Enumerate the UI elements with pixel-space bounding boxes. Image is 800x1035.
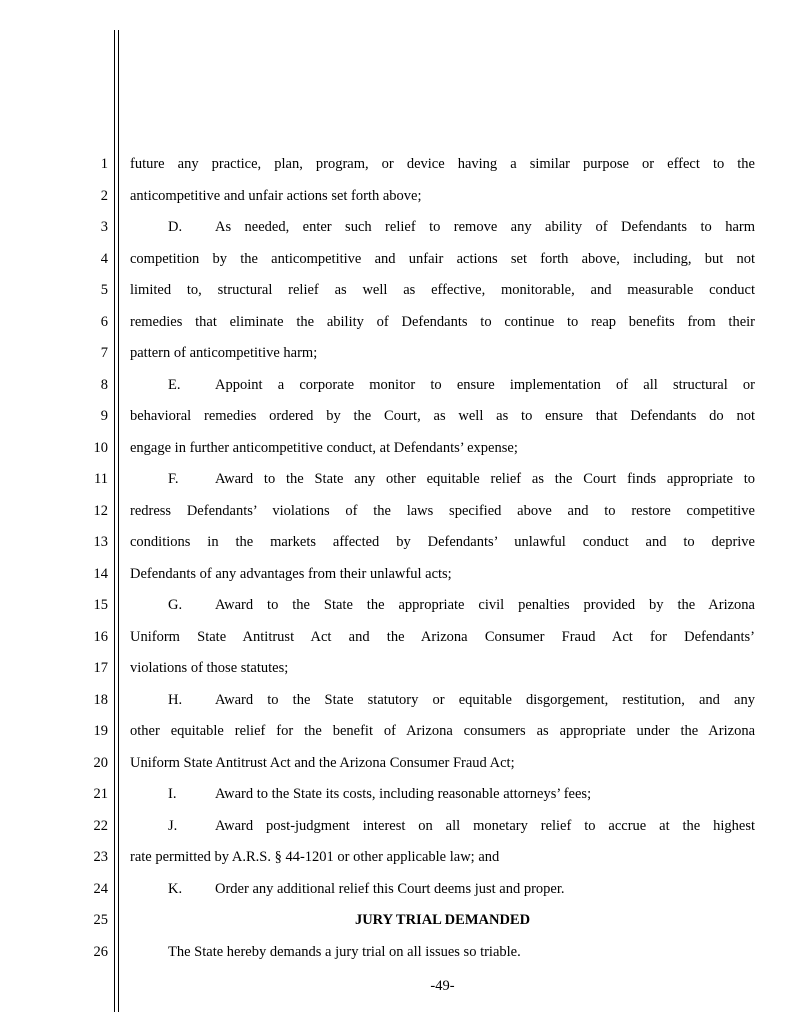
line-text: Order any additional relief this Court deems just and proper. <box>215 880 565 897</box>
line-number: 17 <box>93 660 108 676</box>
line-number: 15 <box>93 597 108 613</box>
text-line <box>130 905 755 937</box>
line-text: competition by the anticompetitive and unfair actions set forth above, including, but not <box>130 250 755 267</box>
text-line <box>130 370 755 402</box>
text-line <box>130 685 755 717</box>
line-text: other equitable relief for the benefit of Arizona consumers as appropriate under the Arizona <box>130 723 755 739</box>
line-text: anticompetitive and unfair actions set forth above; <box>130 187 422 204</box>
text-line <box>130 811 755 843</box>
line-number: 25 <box>93 912 108 928</box>
line-text: Award post-judgment interest on all monetary relief to accrue at the highest <box>215 817 755 834</box>
line-number: 5 <box>100 282 108 298</box>
line-number: 9 <box>100 408 108 424</box>
line-text: pattern of anticompetitive harm; <box>130 345 318 361</box>
line-number-column <box>76 149 108 968</box>
line-text: limited to, structural relief as well as effective, monitorable, and measurable conduct <box>130 282 755 298</box>
text-line <box>130 307 755 339</box>
line-number: 22 <box>93 817 108 834</box>
line-text: future any practice, plan, program, or device having a similar purpose or effect to the <box>130 156 755 172</box>
line-text: Uniform State Antitrust Act and the Arizona Consumer Fraud Act for Defendants’ <box>130 628 755 645</box>
line-number: 2 <box>100 187 108 204</box>
line-text: conditions in the markets affected by Defendants’ unlawful conduct and to deprive <box>130 534 755 550</box>
line-text: Defendants of any advantages from their unlawful acts; <box>130 565 452 582</box>
text-line <box>130 212 755 244</box>
text-line <box>130 842 755 874</box>
pleading-rule-left <box>114 30 115 1012</box>
text-line <box>130 433 755 465</box>
line-number: 20 <box>93 754 108 771</box>
text-line <box>130 244 755 276</box>
document-body <box>130 149 755 968</box>
text-line <box>130 622 755 654</box>
line-number: 13 <box>93 534 108 550</box>
text-line <box>130 937 755 969</box>
paragraph-label: J. <box>168 817 178 834</box>
line-number: 23 <box>93 849 108 865</box>
line-number: 24 <box>93 880 108 897</box>
line-text: Award to the State statutory or equitable disgorgement, restitution, and any <box>215 691 755 708</box>
pleading-rule-right <box>118 30 119 1012</box>
line-number: 14 <box>93 565 108 582</box>
text-line <box>130 181 755 213</box>
text-line <box>130 496 755 528</box>
line-number: 21 <box>93 786 108 802</box>
line-number: 6 <box>100 313 108 330</box>
line-number: 16 <box>93 628 108 645</box>
line-text: Appoint a corporate monitor to ensure implementation of all structural or <box>215 376 755 393</box>
line-text: As needed, enter such relief to remove any ability of Defendants to harm <box>215 219 755 235</box>
text-line <box>130 149 755 181</box>
line-number: 7 <box>100 345 108 361</box>
line-number: 19 <box>93 723 108 739</box>
paragraph-label: K. <box>168 880 183 897</box>
text-line <box>130 464 755 496</box>
text-line <box>130 748 755 780</box>
line-number: 4 <box>100 250 108 267</box>
paragraph-label: H. <box>168 691 183 708</box>
line-number: 3 <box>100 219 108 235</box>
line-number: 26 <box>93 943 108 960</box>
paragraph-label: I. <box>168 786 177 802</box>
text-line <box>130 275 755 307</box>
line-number: 12 <box>93 502 108 519</box>
paragraph-label: G. <box>168 597 183 613</box>
line-text: JURY TRIAL DEMANDED <box>354 912 531 928</box>
text-line <box>130 527 755 559</box>
text-line <box>130 559 755 591</box>
text-line <box>130 779 755 811</box>
paragraph-label: F. <box>168 471 179 487</box>
line-number: 8 <box>100 376 108 393</box>
line-number: 11 <box>94 471 108 487</box>
paragraph-label: E. <box>168 376 181 393</box>
line-text: violations of those statutes; <box>130 660 289 676</box>
line-text: Award to the State any other equitable relief as the Court finds appropriate to <box>215 471 755 487</box>
line-text: engage in further anticompetitive conduct, at Defendants’ expense; <box>130 439 518 456</box>
line-text: remedies that eliminate the ability of Defendants to continue to reap benefits from their <box>130 313 755 330</box>
line-number: 1 <box>100 156 108 172</box>
text-line <box>130 653 755 685</box>
line-text: The State hereby demands a jury trial on all issues so triable. <box>168 943 521 960</box>
line-number: 10 <box>93 439 108 456</box>
line-text: Award to the State the appropriate civil penalties provided by the Arizona <box>215 597 755 613</box>
line-text: rate permitted by A.R.S. § 44-1201 or other applicable law; and <box>130 849 500 865</box>
page-number: -49- <box>430 978 455 994</box>
text-line <box>130 401 755 433</box>
line-text: Award to the State its costs, including reasonable attorneys’ fees; <box>215 786 592 802</box>
text-line <box>130 716 755 748</box>
text-line <box>130 590 755 622</box>
text-line <box>130 874 755 906</box>
line-text: behavioral remedies ordered by the Court, as well as to ensure that Defendants do not <box>130 408 755 424</box>
line-number: 18 <box>93 691 108 708</box>
paragraph-label: D. <box>168 219 183 235</box>
line-text: redress Defendants’ violations of the laws specified above and to restore competitive <box>130 502 755 519</box>
line-text: Uniform State Antitrust Act and the Arizona Consumer Fraud Act; <box>130 754 515 771</box>
text-line <box>130 338 755 370</box>
